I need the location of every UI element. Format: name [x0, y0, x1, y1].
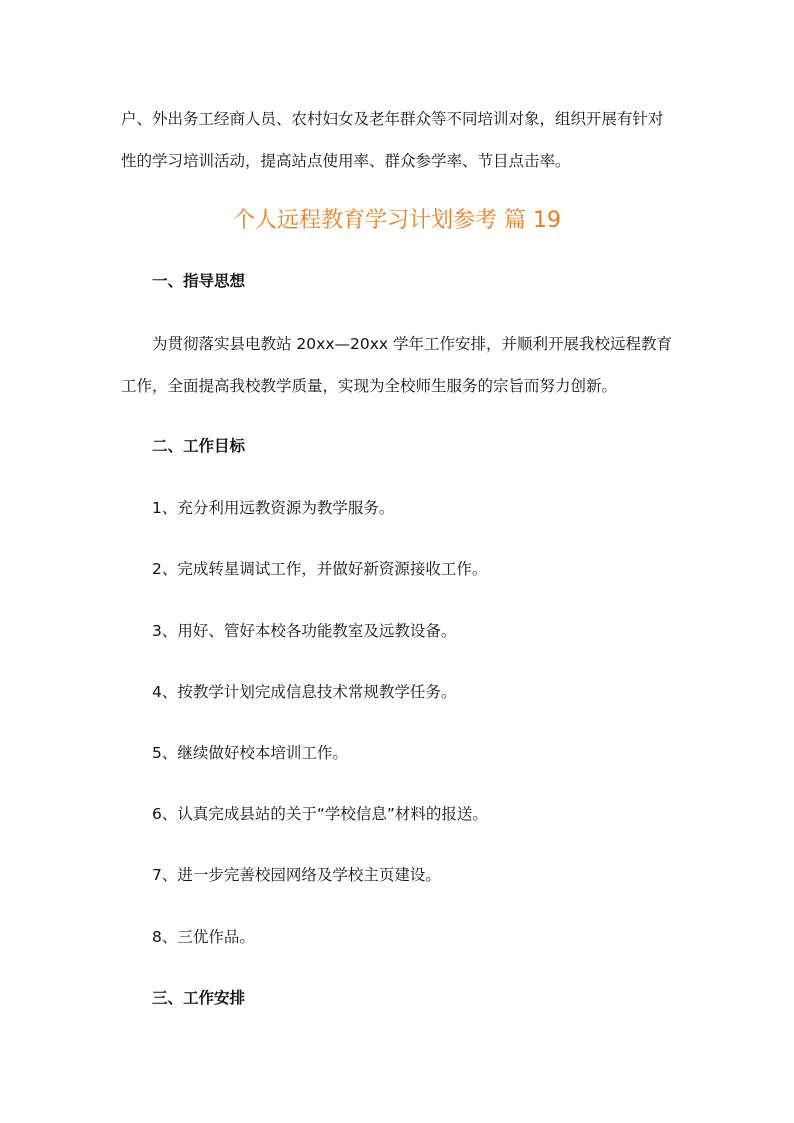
intro-line-2: 性的学习培训活动，提高站点使用率、群众参学率、节目点击率。: [121, 152, 571, 170]
section-title: 个人远程教育学习计划参考 篇 19: [233, 208, 561, 233]
goal-item-1: 1、充分利用远教资源为教学服务。: [152, 499, 395, 517]
goal-item-4: 4、按教学计划完成信息技术常规教学任务。: [152, 683, 457, 701]
goal-item-8: 8、三优作品。: [152, 928, 255, 946]
paragraph-line-2: 工作，全面提高我校教学质量，实现为全校师生服务的宗旨而努力创新。: [121, 377, 618, 395]
intro-line-1: 户、外出务工经商人员、农村妇女及老年群众等不同培训对象，组织开展有针对: [121, 110, 664, 128]
paragraph-line-1: 为贯彻落实县电教站 20xx—20xx 学年工作安排，并顺利开展我校远程教育: [152, 335, 672, 353]
heading-guiding-thought: 一、指导思想: [152, 272, 246, 290]
goal-item-6: 6、认真完成县站的关于“学校信息”材料的报送。: [152, 805, 488, 823]
goal-item-5: 5、继续做好校本培训工作。: [152, 744, 348, 762]
goal-item-7: 7、进一步完善校园网络及学校主页建设。: [152, 866, 441, 884]
goal-item-2: 2、完成转星调试工作，并做好新资源接收工作。: [152, 560, 488, 578]
heading-work-arrangement: 三、工作安排: [152, 989, 246, 1007]
goal-item-3: 3、用好、管好本校各功能教室及远教设备。: [152, 622, 457, 640]
heading-work-goals: 二、工作目标: [152, 437, 246, 455]
